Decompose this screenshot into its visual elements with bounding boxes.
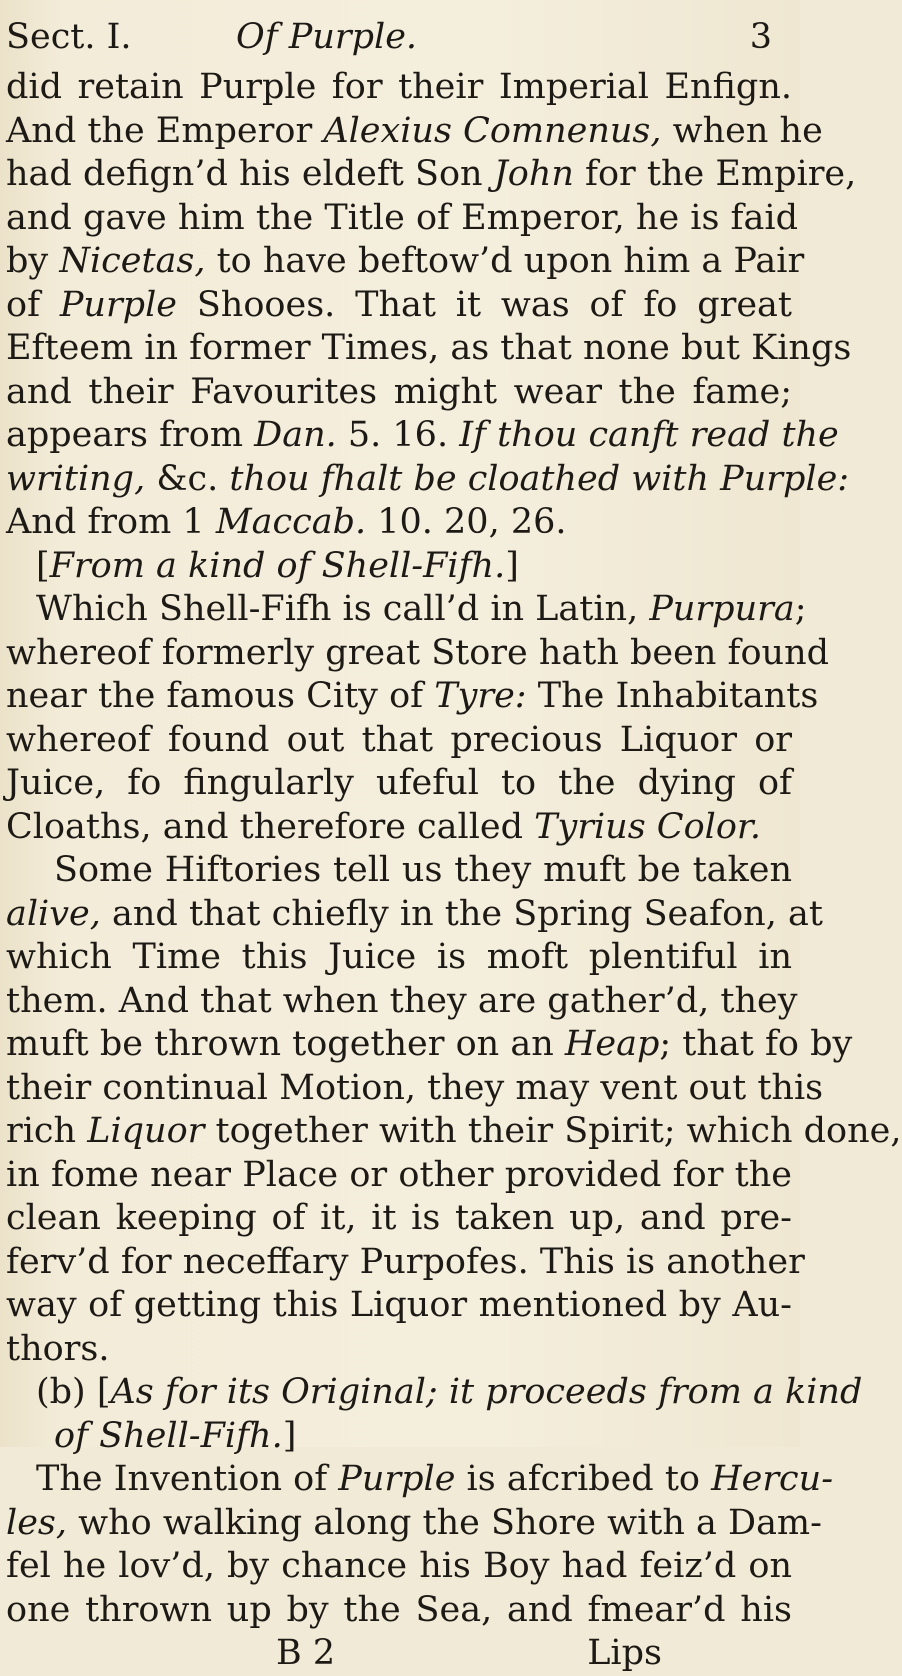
text-line: by Nicetas, to have beftow’d upon him a Pair	[6, 241, 805, 281]
footer-line	[6, 1632, 792, 1676]
text-line: Some Hiftories tell us they muft be taken	[54, 850, 792, 890]
text-line: fel he lov’d, by chance his Boy had feiz’d on	[6, 1546, 792, 1586]
text-line: their continual Motion, they may vent out this	[6, 1067, 824, 1108]
signature-mark: B 2	[276, 1633, 336, 1673]
running-header	[6, 8, 772, 66]
text-line: Juice, fo fingularly ufeful to the dying of	[6, 763, 792, 803]
text-line: alive, and that chiefly in the Spring Seafon, at	[6, 893, 823, 934]
text-line: which Time this Juice is moft plentiful in	[6, 937, 792, 977]
text-line: muft be thrown together on an Heap; that fo by	[6, 1024, 853, 1064]
text-line: And the Emperor Alexius Comnenus, when he	[6, 110, 823, 151]
text-line: Cloaths, and therefore called Tyrius Color.	[6, 806, 761, 847]
lemma-line: (b) [As for its Original; it proceeds from a kind	[36, 1372, 863, 1412]
text-line: appears from Dan. 5. 16. If thou canft read the	[6, 415, 839, 455]
text-line: of Purple Shooes. That it was of fo great	[6, 284, 792, 325]
text-line: one thrown up by the Sea, and fmear’d his	[6, 1589, 792, 1630]
text-line: whereof found out that precious Liquor or	[6, 719, 792, 760]
text-line: The Invention of Purple is afcribed to Hercu-	[36, 1459, 834, 1499]
page-number: 3	[749, 17, 772, 57]
lemma-line: of Shell-Fifh.]	[54, 1415, 297, 1456]
text-line: writing, &c. thou fhalt be cloathed with Purple:	[6, 458, 850, 499]
text-line: ferv’d for neceffary Purpofes. This is another	[6, 1241, 805, 1282]
lemma-line: [From a kind of Shell-Fifh.]	[36, 545, 519, 586]
text-line: them. And that when they are gather’d, they	[6, 980, 798, 1021]
page-title: Of Purple.	[236, 17, 418, 57]
catchword: Lips	[587, 1633, 662, 1673]
text-line: in fome near Place or other provided for the	[6, 1154, 792, 1195]
text-line: near the famous City of Tyre: The Inhabitants	[6, 676, 819, 716]
text-line: way of getting this Liquor mentioned by Au-	[6, 1285, 792, 1325]
text-line: had defign’d his eldeft Son John for the Empire,	[6, 154, 857, 194]
text-line: Which Shell-Fifh is call’d in Latin, Purpura;	[36, 589, 807, 629]
text-line: les, who walking along the Shore with a Dam-	[6, 1502, 822, 1543]
text-line: and their Favourites might wear the fame;	[6, 371, 792, 412]
text-line: did retain Purple for their Imperial Enfign.	[6, 67, 792, 107]
text-line: and gave him the Title of Emperor, he is faid	[6, 197, 798, 238]
text-line: thors.	[6, 1328, 110, 1369]
section-label: Sect. I.	[6, 17, 132, 57]
text-line: rich Liquor together with their Spirit; which done,	[6, 1111, 902, 1151]
text-line: clean keeping of it, it is taken up, and pre-	[6, 1198, 792, 1238]
text-line: And from 1 Maccab. 10. 20, 26.	[6, 502, 567, 542]
text-line: whereof formerly great Store hath been found	[6, 632, 830, 673]
body-text	[6, 66, 902, 1676]
text-line: Efteem in former Times, as that none but Kings	[6, 328, 852, 368]
